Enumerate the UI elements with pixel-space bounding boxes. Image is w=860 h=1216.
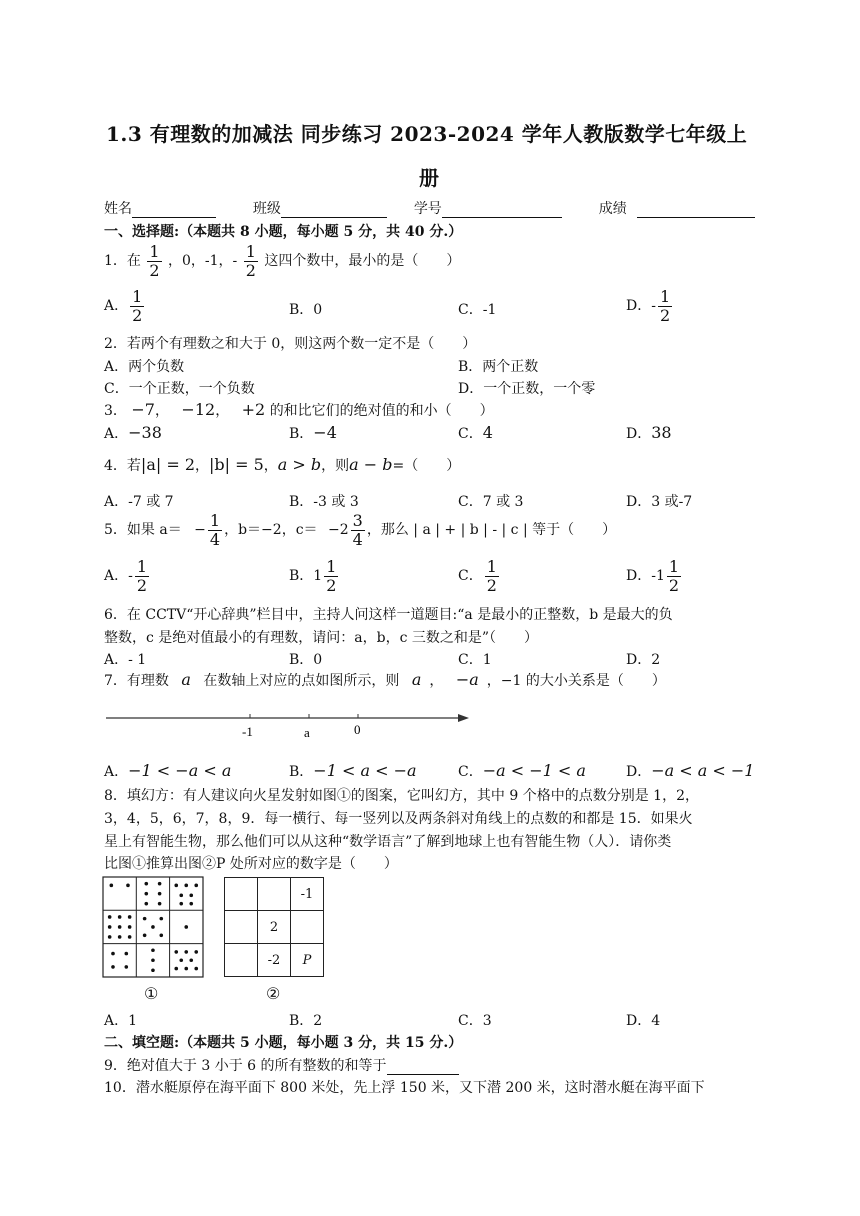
fraction: $\frac{1}{2}$ (149, 242, 160, 280)
dot (174, 884, 178, 888)
dot (111, 965, 115, 969)
figure-2-label: ② (266, 984, 281, 1003)
q4-option-b[interactable]: B．-3 或 3 (289, 494, 359, 510)
q6-option-d[interactable]: D．2 (626, 652, 661, 668)
dot (189, 958, 193, 962)
dot (179, 894, 183, 898)
q4-option-a[interactable]: A．-7 或 7 (104, 494, 174, 510)
dot (194, 967, 198, 971)
q7-variable: a (181, 670, 191, 689)
dot (143, 917, 147, 921)
q3-number: −12 (181, 400, 216, 419)
q4-expression: a > b (277, 455, 322, 474)
q4-option-c[interactable]: C．7 或 3 (458, 494, 524, 510)
fraction: $\frac{3}{4}$ (352, 511, 363, 549)
question-10: 10．潜水艇原停在海平面下 800 米处，先上浮 150 米，又下潜 200 米，这时潜水艇在海平面下 (104, 1080, 705, 1096)
magic-square-dots-figure (102, 876, 204, 978)
q8-option-a[interactable]: A．1 (104, 1013, 138, 1029)
question-8-line1: 8．填幻方：有人建议向火星发射如图①的图案，它叫幻方，其中 9 个格中的点数分别是 1，2， (104, 788, 699, 804)
question-6-line2: 整数，c 是绝对值最小的有理数，请问：a，b，c 三数之和是”（ ） (104, 630, 539, 646)
q1-option-b[interactable]: B．0 (289, 302, 323, 318)
q7-option-b[interactable]: B．−1 < a < −a (289, 761, 417, 780)
dot (110, 884, 114, 888)
q6-option-a[interactable]: A．- 1 (104, 652, 147, 668)
magic-square-numbers-figure (224, 877, 324, 977)
dot (143, 933, 147, 937)
dot (189, 894, 193, 898)
question-9: 9．绝对值大于 3 小于 6 的所有整数的和等于 (104, 1055, 459, 1075)
grid-cell: 2 (258, 911, 291, 944)
dot-layer (108, 882, 198, 972)
section-heading-fill: 二、填空题:（本题共 5 小题，每小题 3 分，共 15 分.） (104, 1035, 463, 1051)
score-label: 成绩 (598, 201, 627, 217)
q2-option-b[interactable]: B．两个正数 (458, 359, 539, 375)
question-8-line4: 比图①推算出图②P 处所对应的数字是（ ） (104, 856, 398, 872)
q2-option-d[interactable]: D．一个正数，一个零 (458, 381, 596, 397)
fraction: $\frac{1}{2}$ (136, 557, 148, 595)
question-7: 7．有理数 a 在数轴上对应的点如图所示，则 a ， −a ，−1 的大小关系是（ ） (104, 670, 666, 689)
dot (158, 902, 162, 906)
name-blank[interactable] (132, 203, 216, 218)
grid-cell (291, 911, 324, 944)
q8-option-d[interactable]: D．4 (626, 1013, 661, 1029)
q1-option-a[interactable]: A． $\frac{1}{2}$ (104, 287, 143, 325)
q3-number: +2 (241, 400, 266, 419)
dot (158, 882, 162, 886)
dot (189, 902, 193, 906)
q6-option-c[interactable]: C．1 (458, 652, 492, 668)
number-label: 学号 (413, 201, 442, 217)
dot (126, 884, 130, 888)
fraction: $\frac{1}{2}$ (668, 557, 680, 595)
score-blank[interactable] (637, 203, 755, 218)
question-6-line1: 6．在 CCTV“开心辞典”栏目中，主持人问这样一道题目:“a 是最小的正整数，b 是最大的负 (104, 607, 673, 623)
question-2: 2．若两个有理数之和大于 0，则这两个数一定不是（ ） (104, 336, 477, 352)
fraction: $\frac{1}{2}$ (132, 287, 143, 325)
number-blank[interactable] (442, 203, 562, 218)
dot (151, 958, 155, 962)
q5-option-d[interactable]: D．-1 $\frac{1}{2}$ (626, 557, 680, 595)
grid-cell (225, 911, 258, 944)
arrow-icon (458, 714, 469, 722)
q1-option-c[interactable]: C．-1 (458, 302, 497, 318)
q2-option-c[interactable]: C．一个正数，一个负数 (104, 381, 255, 397)
page-title-continued: 册 (419, 166, 440, 190)
header-fields (104, 198, 755, 218)
dot (151, 968, 155, 972)
dot (184, 950, 188, 954)
q7-variable: −a (455, 670, 479, 689)
q4-expression: |b| = 5 (209, 455, 264, 474)
dot (108, 925, 112, 929)
axis-label-neg1: -1 (242, 724, 253, 739)
q1-option-d[interactable]: D．- $\frac{1}{2}$ (626, 287, 671, 325)
q1-suffix: 这四个数中，最小的是（ ） (264, 253, 461, 270)
dot (108, 935, 112, 939)
dot (184, 884, 188, 888)
dot (144, 892, 148, 896)
dot (174, 950, 178, 954)
q5-option-b[interactable]: B．1 $\frac{1}{2}$ (289, 557, 337, 595)
q6-option-b[interactable]: B．0 (289, 652, 323, 668)
grid-cell (225, 944, 258, 977)
grid-cell: -2 (258, 944, 291, 977)
class-label: 班级 (252, 201, 281, 217)
number-line-figure (104, 705, 474, 745)
figure-1-label: ① (144, 984, 159, 1003)
axis-label-0: 0 (354, 722, 361, 737)
dot (118, 925, 122, 929)
q8-option-c[interactable]: C．3 (458, 1013, 492, 1029)
q3-option-a[interactable]: A．−38 (104, 423, 162, 442)
q5-option-a[interactable]: A．- $\frac{1}{2}$ (104, 557, 148, 595)
q3-option-d[interactable]: D．38 (626, 423, 672, 442)
class-blank[interactable] (281, 203, 387, 218)
dot (118, 935, 122, 939)
question-1 (104, 243, 460, 279)
fraction: $\frac{1}{2}$ (326, 557, 337, 595)
fraction: $\frac{1}{2}$ (659, 287, 671, 325)
question-5: 5．如果 a＝ − $\frac{1}{4}$ ，b＝−2，c＝ −2 $\frac{3}{4}$ ，那么 | a | + | b | - | c | 等于（ ） (104, 511, 617, 549)
question-8-line3: 星上有智能生物，那么他们可以从这种“数学语言”了解到地球上也有智能生物（人）．请你类 (104, 834, 672, 850)
grid-cell (225, 878, 258, 911)
q4-option-d[interactable]: D．3 或-7 (626, 494, 693, 510)
dot (108, 915, 112, 919)
q3-number: −7 (131, 400, 155, 419)
q4-expression: |a| = 2 (140, 455, 195, 474)
grid-cell-p: P (291, 944, 324, 977)
section-heading-choice: 一、选择题:（本题共 8 小题，每小题 5 分，共 40 分.） (104, 224, 463, 240)
q4-expression: a − b (349, 455, 393, 474)
q7-option-a[interactable]: A．−1 < −a < a (104, 761, 232, 780)
dot (125, 952, 129, 956)
q7-option-d[interactable]: D．−a < a < −1 (626, 761, 755, 780)
dot (151, 948, 155, 952)
dot (184, 967, 188, 971)
question-3: 3． −7， −12， +2 的和比它们的绝对值的和小（ ） (104, 400, 494, 419)
name-label: 姓名 (104, 201, 132, 217)
dot (159, 933, 163, 937)
q1-prefix: 1．在 (104, 253, 141, 270)
dot (158, 892, 162, 896)
dot (179, 902, 183, 906)
grid-cell (258, 878, 291, 911)
dot (179, 958, 183, 962)
q8-option-b[interactable]: B．2 (289, 1013, 323, 1029)
dot (128, 935, 132, 939)
q9-answer-blank[interactable] (387, 1060, 459, 1075)
question-4: 4．若|a| = 2，|b| = 5，a > b，则a − b=（ ） (104, 455, 461, 474)
dot (144, 882, 148, 886)
dot (194, 950, 198, 954)
dot (151, 925, 155, 929)
dot (174, 967, 178, 971)
fraction: $\frac{1}{2}$ (486, 557, 497, 595)
q2-option-a[interactable]: A．两个负数 (104, 359, 185, 375)
q7-option-c[interactable]: C．−a < −1 < a (458, 761, 586, 780)
page-title: 1.3 有理数的加减法 同步练习 2023-2024 学年人教版数学七年级上 (106, 122, 748, 146)
dot (128, 915, 132, 919)
dot (144, 902, 148, 906)
dot (118, 915, 122, 919)
q1-mid: ，0，-1，- (168, 253, 238, 270)
q3-option-c[interactable]: C．4 (458, 423, 493, 442)
q7-variable: a (411, 670, 422, 689)
fraction: $\frac{1}{2}$ (245, 242, 256, 280)
fraction: $\frac{1}{4}$ (209, 511, 221, 549)
dot (184, 925, 188, 929)
question-8-line2: 3，4，5，6，7，8，9．每一横行、每一竖列以及两条斜对角线上的点数的和都是 15．如果火 (104, 811, 693, 827)
dot (125, 965, 129, 969)
dot (128, 925, 132, 929)
grid-cell: -1 (291, 878, 324, 911)
q3-option-b[interactable]: B．−4 (289, 423, 337, 442)
dot (159, 917, 163, 921)
dot (111, 952, 115, 956)
q5-option-c[interactable]: C． $\frac{1}{2}$ (458, 557, 497, 595)
axis-label-a: a (304, 725, 310, 740)
dot (194, 884, 198, 888)
